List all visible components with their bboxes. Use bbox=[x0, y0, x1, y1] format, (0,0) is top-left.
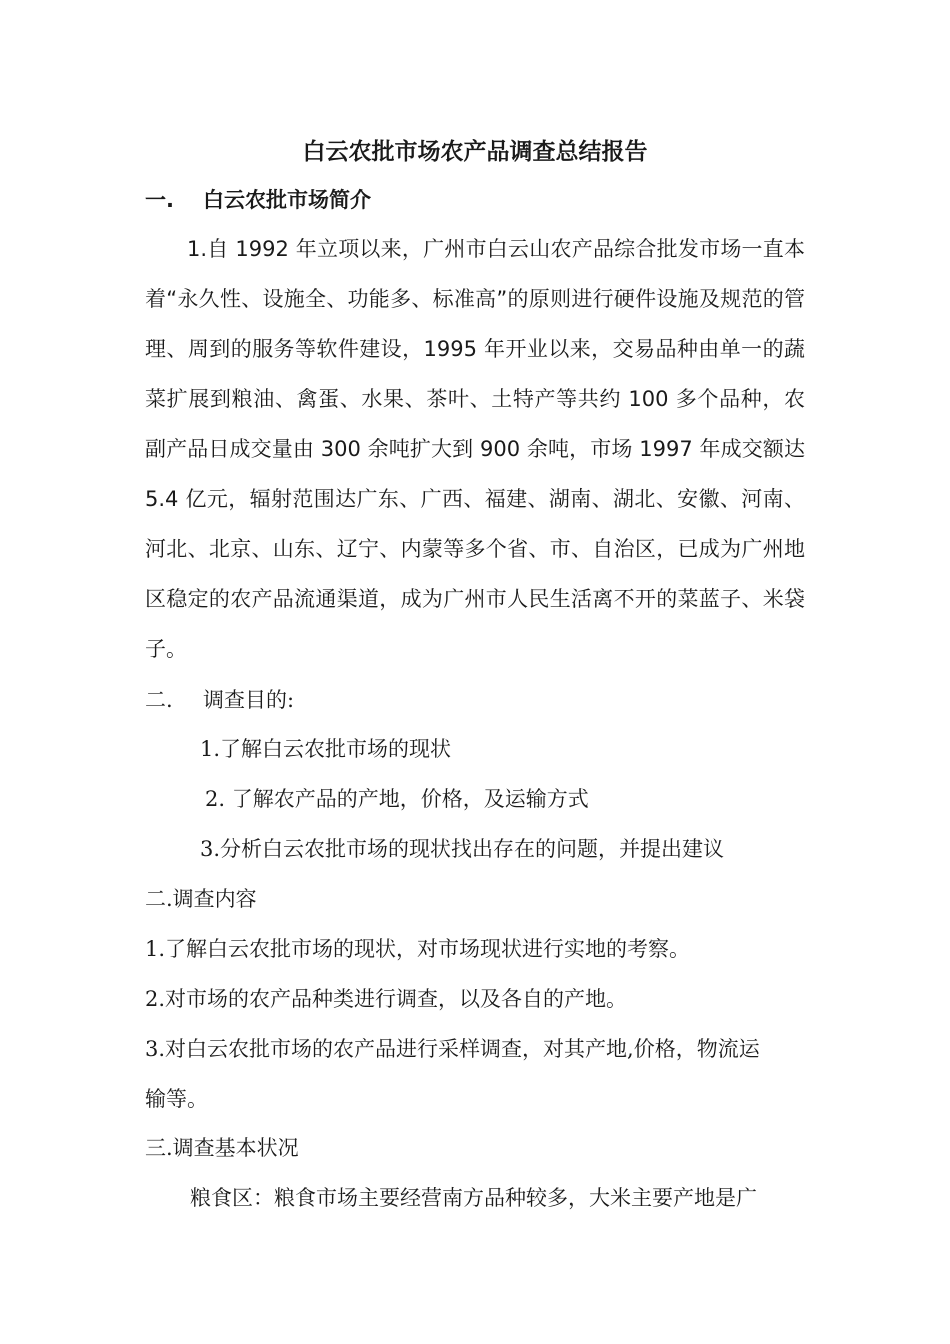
section4-heading: 三.调查基本状况 bbox=[145, 1136, 299, 1160]
section1-heading bbox=[145, 186, 371, 214]
section3-item: 1.了解白云农批市场的现状，对市场现状进行实地的考察。 bbox=[145, 937, 691, 961]
section2-item: 2. 了解农产品的产地，价格，及运输方式 bbox=[205, 787, 589, 811]
section2-heading-text: 调查目的: bbox=[203, 688, 295, 712]
section3-item: 3.对白云农批市场的农产品进行采样调查，对其产地,价格，物流运 bbox=[145, 1037, 760, 1061]
section2-number: 二. bbox=[145, 688, 173, 712]
section3-heading: 二.调查内容 bbox=[145, 887, 257, 911]
section2-item: 3.分析白云农批市场的现状找出存在的问题，并提出建议 bbox=[200, 837, 725, 861]
section1-paragraph: 1.自 1992 年立项以来，广州市白云山农产品综合批发市场一直本着“永久性、设施全、功能多、标准高”的原则进行硬件设施及规范的管理、周到的服务等软件建设，1995 年开业以来，交易品种由单一的蔬菜扩展到粮油、禽蛋、水果、茶叶、土特产等共约 100 多个品种，农副产品日成交量由 300 余吨扩大到 900 余吨，市场 1997 年成交额达 5.4 亿元，辐射范围达广东、广西、福建、湖南、湖北、安徽、河南、河北、北京、山东、辽宁、内蒙等多个省、市、自治区，已成为广州地区稳定的农产品流通渠道，成为广州市人民生活离不开的菜蓝子、米袋子。 bbox=[145, 237, 805, 661]
section3-item: 输等。 bbox=[145, 1087, 208, 1111]
section2-heading bbox=[145, 686, 294, 714]
document-title: 白云农批市场农产品调查总结报告 bbox=[302, 139, 648, 165]
section4-paragraph-start: 粮食区：粮食市场主要经营南方品种较多，大米主要产地是广 bbox=[190, 1186, 757, 1210]
section1-heading-text: 白云农批市场简介 bbox=[203, 188, 371, 212]
section1-number: 一. bbox=[145, 188, 174, 212]
section3-item: 2.对市场的农产品种类进行调查，以及各自的产地。 bbox=[145, 987, 628, 1011]
section2-item: 1.了解白云农批市场的现状 bbox=[200, 737, 452, 761]
